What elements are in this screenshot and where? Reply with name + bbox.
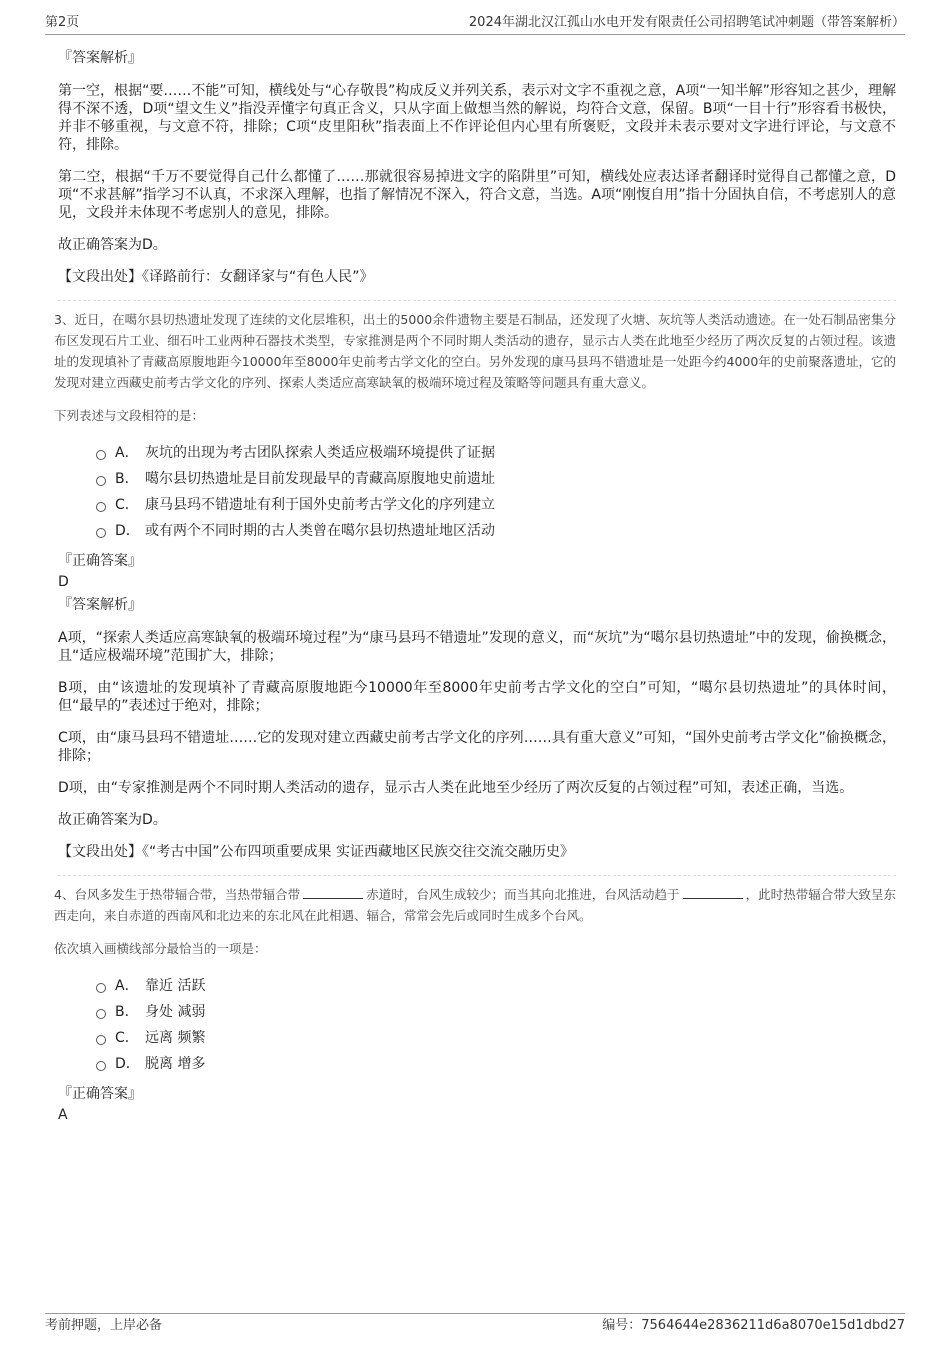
- option-text: 康马县玛不错遗址有利于国外史前考古学文化的序列建立: [145, 497, 495, 513]
- page-number: 第2页: [45, 15, 80, 30]
- option-letter: C．: [115, 497, 139, 513]
- option-b[interactable]: [96, 465, 896, 491]
- correct-answer: D: [58, 574, 69, 590]
- stem-text: ，此时热带辐合带大致呈东西走向，来自赤道的西南风和北边来的东北风在此相遇、辐合，常常会先后或同时生成多个台风。: [54, 887, 896, 923]
- radio-icon[interactable]: [96, 1035, 106, 1045]
- option-text: 远离 频繁: [145, 1030, 206, 1046]
- correct-answer-label: 『正确答案』: [58, 1086, 142, 1102]
- option-letter: A．: [115, 445, 139, 461]
- question-prompt: 依次填入画横线部分最恰当的一项是：: [54, 941, 267, 956]
- option-a[interactable]: [96, 439, 896, 465]
- correct-answer: A: [58, 1107, 68, 1123]
- page-content: [54, 44, 896, 1124]
- question-stem: 3、近日，在噶尔县切热遗址发现了连续的文化层堆积，出土的5000余件遗物主要是石制品，还发现了火塘、灰坑等人类活动遗迹。在一处石制品密集分布区发现石片工业、细石叶工业两种石器技术类型，专家推测是两个不同时期人类活动的遗存，显示古人类在此地至少经历了两次反复的占领过程。该遗址的发现填补了青藏高原腹地距今10000年至8000年史前考古学文化的空白。另外发现的康马县玛不错遗址是一处距今约4000年的史前聚落遗址，它的发现对建立西藏史前考古学文化的序列、探索人类适应高寒缺氧的极端环境过程及策略等问题具有重大意义。: [54, 312, 896, 390]
- analysis-label: 『答案解析』: [58, 597, 142, 613]
- option-text: 靠近 活跃: [145, 978, 206, 994]
- question-4: [54, 884, 896, 1124]
- radio-icon[interactable]: [96, 528, 106, 538]
- page-header: [45, 14, 905, 35]
- analysis-paragraph: D项，由“专家推测是两个不同时期人类活动的遗存，显示古人类在此地至少经历了两次反复的占领过程”可知，表述正确，当选。: [58, 780, 854, 796]
- document-title: 2024年湖北汉江孤山水电开发有限责任公司招聘笔试冲刺题（带答案解析）: [468, 15, 905, 30]
- question-prompt: 下列表述与文段相符的是：: [54, 408, 205, 423]
- q2-analysis: [58, 48, 896, 286]
- correct-answer-label: 『正确答案』: [58, 553, 142, 569]
- footer-slogan: 考前押题，上岸必备: [45, 1318, 163, 1333]
- option-letter: B．: [115, 471, 139, 487]
- question-divider: [58, 875, 896, 876]
- option-letter: C．: [115, 1030, 139, 1046]
- option-list: [96, 972, 896, 1076]
- fill-blank: [303, 886, 363, 899]
- analysis-paragraph: A项，“探索人类适应高寒缺氧的极端环境过程”为“康马县玛不错遗址”发现的意义，而“灰坑”为“噶尔县切热遗址”中的发现，偷换概念，且“适应极端环境”范围扩大，排除；: [58, 630, 896, 664]
- footer-serial: 编号：7564644e2836211d6a8070e15d1dbd27: [602, 1318, 905, 1333]
- question-stem: [54, 884, 896, 926]
- stem-text: 4、台风多发生于热带辐合带，当热带辐合带: [54, 887, 301, 902]
- option-c[interactable]: [96, 1024, 896, 1050]
- option-letter: D．: [115, 523, 140, 539]
- option-letter: D．: [115, 1056, 140, 1072]
- radio-icon[interactable]: [96, 983, 106, 993]
- stem-text: 赤道时，台风生成较少；而当其向北推进，台风活动趋于: [366, 887, 680, 902]
- analysis-conclusion: 故正确答案为D。: [58, 812, 167, 828]
- fill-blank: [683, 886, 743, 899]
- radio-icon[interactable]: [96, 476, 106, 486]
- source-citation: 【文段出处】《“考古中国”公布四项重要成果 实证西藏地区民族交往交流交融历史》: [58, 844, 574, 860]
- option-text: 或有两个不同时期的古人类曾在噶尔县切热遗址地区活动: [145, 523, 495, 539]
- option-d[interactable]: [96, 1050, 896, 1076]
- analysis-paragraph: C项，由“康马县玛不错遗址……它的发现对建立西藏史前考古学文化的序列……具有重大意义”可知，“国外史前考古学文化”偷换概念，排除；: [58, 730, 896, 764]
- radio-icon[interactable]: [96, 1061, 106, 1071]
- analysis-paragraph: 第二空，根据“千万不要觉得自己什么都懂了……那就很容易掉进文字的陷阱里”可知，横线处应表达译者翻译时觉得自己都懂之意，D项“不求甚解”指学习不认真，不求深入理解，也指了解情况不深入，符合文意，当选。A项“刚愎自用”指十分固执自信，不考虑别人的意见，文段并未体现不考虑别人的意见，排除。: [58, 169, 896, 221]
- option-a[interactable]: [96, 972, 896, 998]
- radio-icon[interactable]: [96, 450, 106, 460]
- option-text: 身处 减弱: [145, 1004, 206, 1020]
- option-letter: A．: [115, 978, 139, 994]
- option-b[interactable]: [96, 998, 896, 1024]
- option-text: 灰坑的出现为考古团队探索人类适应极端环境提供了证据: [145, 445, 495, 461]
- option-d[interactable]: [96, 517, 896, 543]
- option-text: 噶尔县切热遗址是目前发现最早的青藏高原腹地史前遗址: [145, 471, 495, 487]
- radio-icon[interactable]: [96, 502, 106, 512]
- analysis-paragraph: B项，由“该遗址的发现填补了青藏高原腹地距今10000年至8000年史前考古学文化的空白”可知，“噶尔县切热遗址”的具体时间，但“最早的”表述过于绝对，排除；: [58, 680, 896, 714]
- radio-icon[interactable]: [96, 1009, 106, 1019]
- analysis-label: 『答案解析』: [58, 50, 142, 66]
- question-3: [54, 309, 896, 861]
- analysis-paragraph: 第一空，根据“要……不能”可知，横线处与“心存敬畏”构成反义并列关系，表示对文字不重视之意，A项“一知半解”形容知之甚少，理解得不深不透，D项“望文生义”指没弄懂字句真正含义，只从字面上做想当然的解说，均符合文意，保留。B项“一目十行”形容看书极快，并非不够重视，与文意不符，排除；C项“皮里阳秋”指表面上不作评论但内心里有所褒贬，文段并未表示要对文字进行评论，与文意不符，排除。: [58, 83, 896, 153]
- source-citation: 【文段出处】《译路前行：女翻译家与“有色人民”》: [58, 269, 374, 285]
- option-c[interactable]: [96, 491, 896, 517]
- option-text: 脱离 增多: [145, 1056, 206, 1072]
- analysis-conclusion: 故正确答案为D。: [58, 237, 167, 253]
- option-list: [96, 439, 896, 543]
- question-divider: [58, 300, 896, 301]
- option-letter: B．: [115, 1004, 139, 1020]
- page-footer: [45, 1313, 905, 1333]
